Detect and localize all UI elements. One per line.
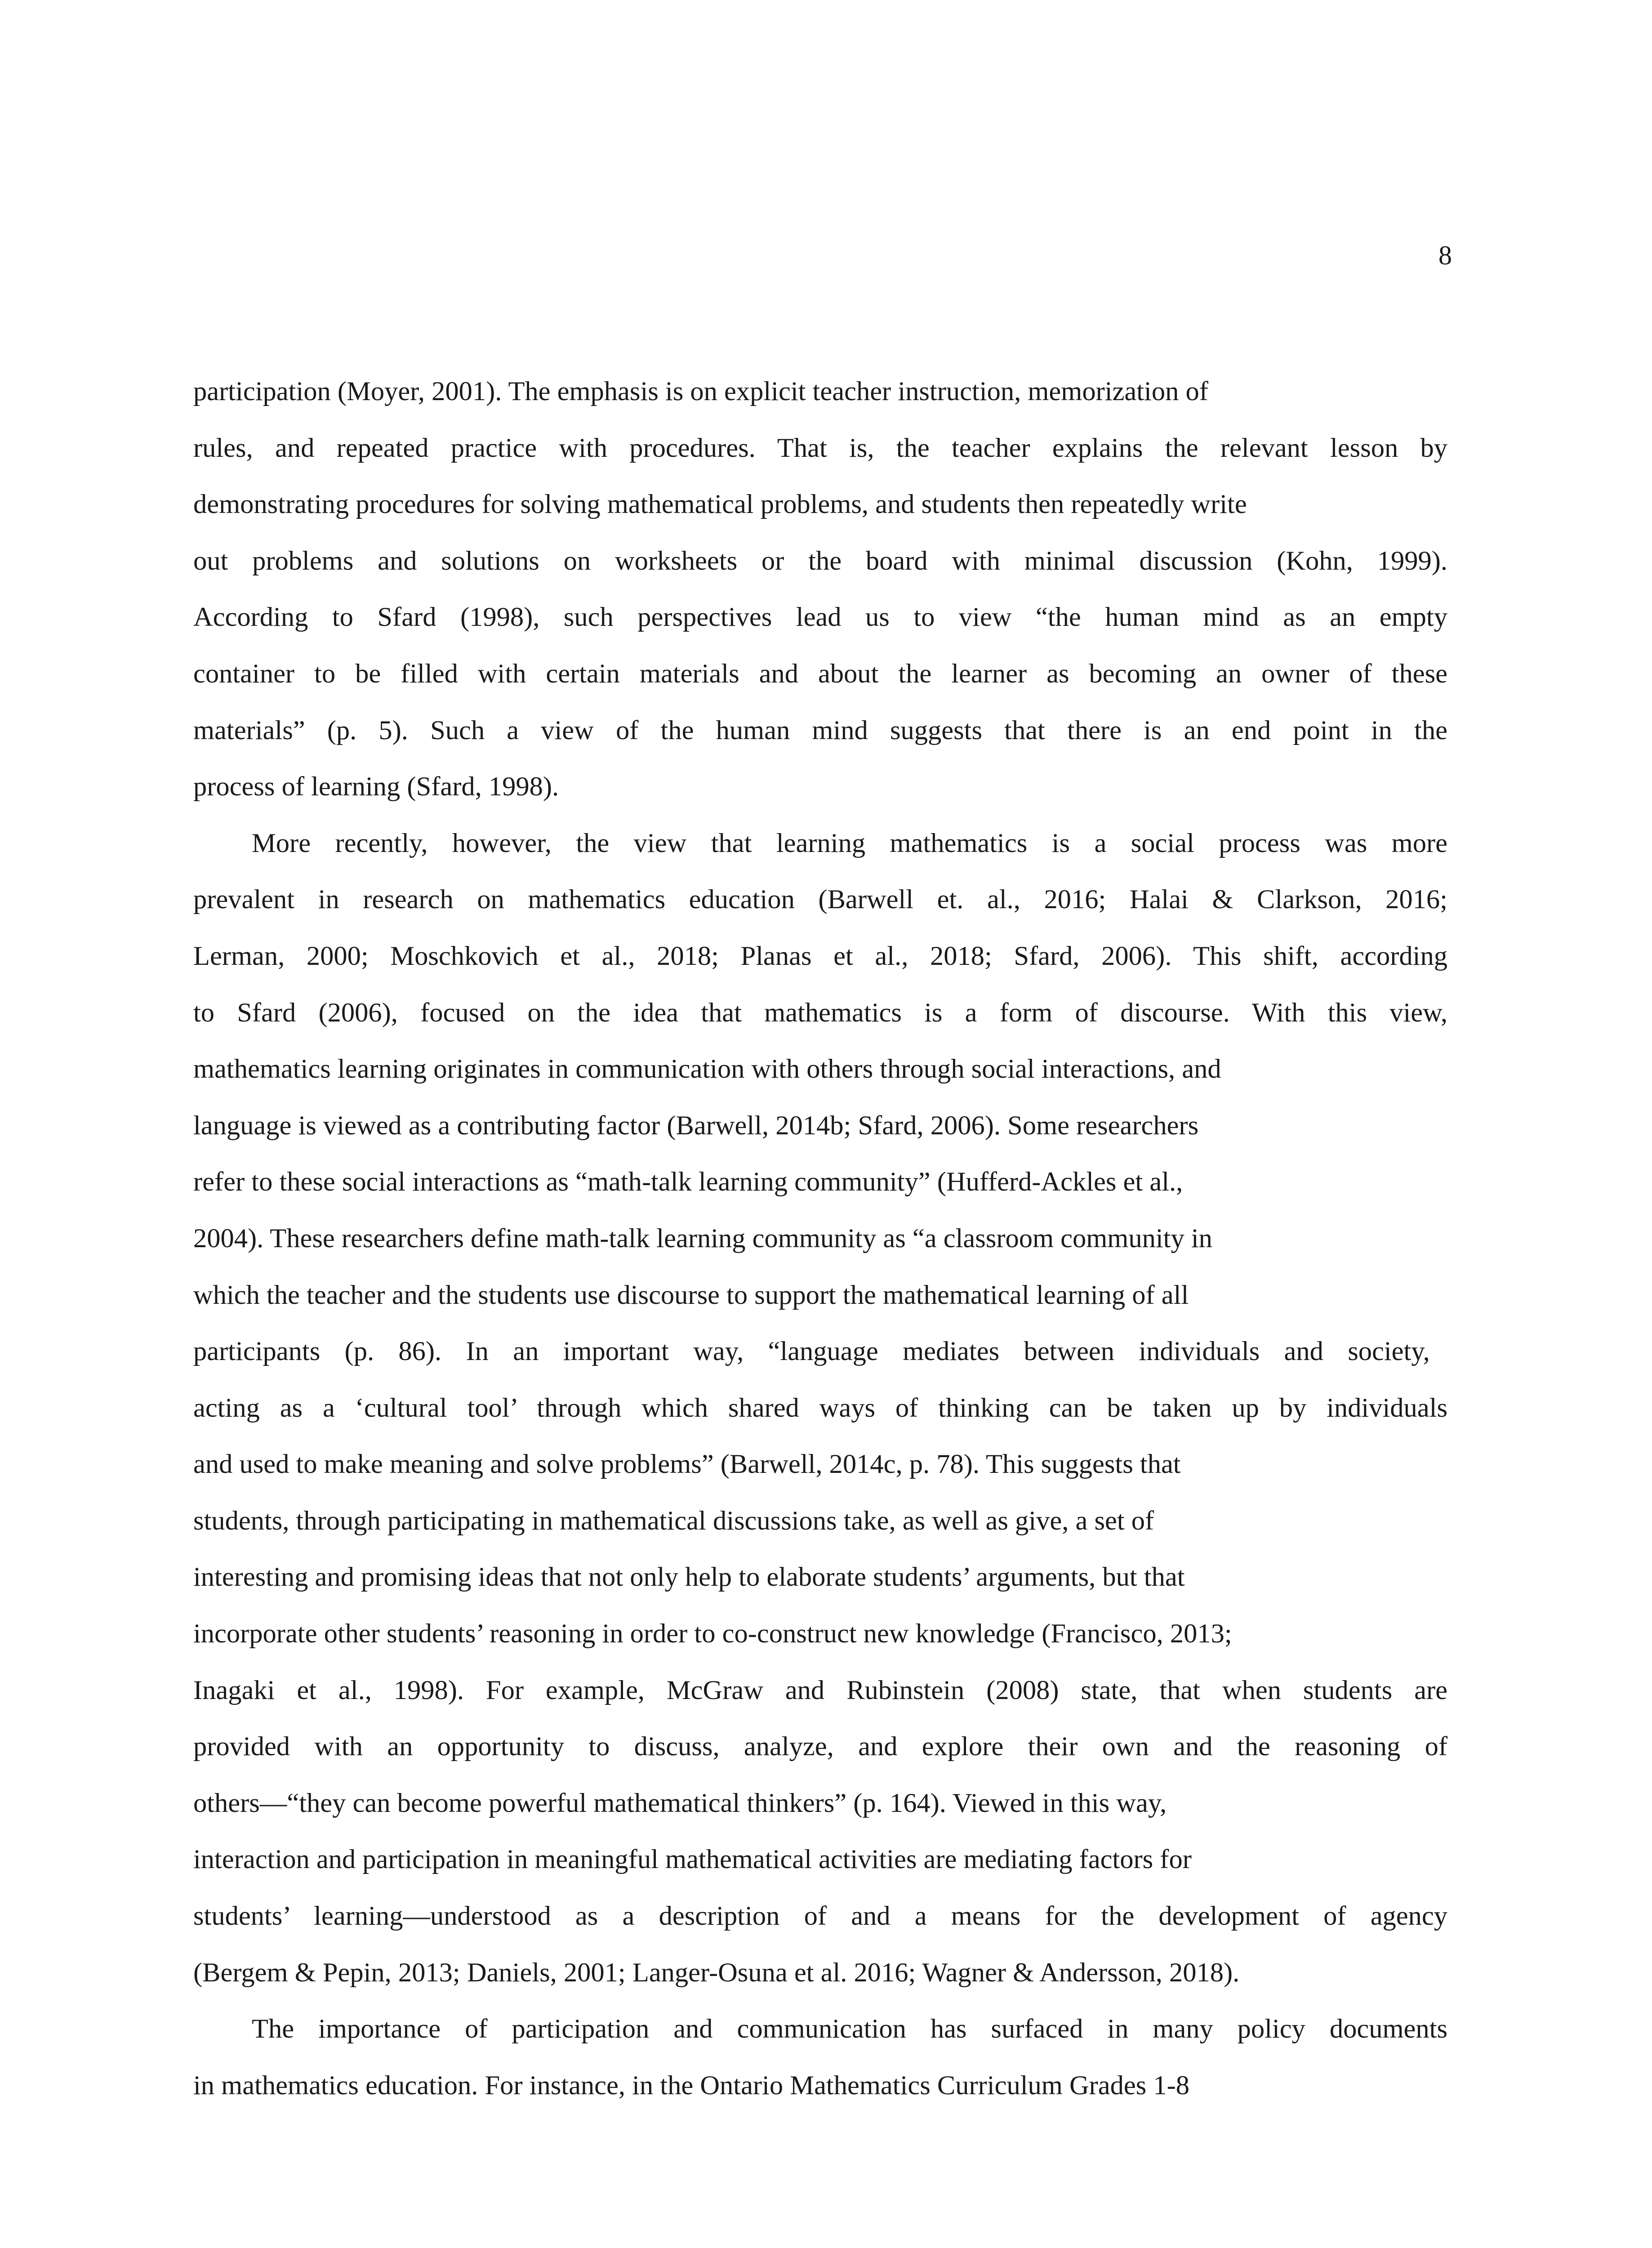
- text-line: materials” (p. 5). Such a view of the human mind suggests that there is an end point in the: [193, 715, 1447, 745]
- text-line: language is viewed as a contributing factor (Barwell, 2014b; Sfard, 2006). Some researchers: [193, 1110, 1199, 1141]
- text-line: in mathematics education. For instance, in the Ontario Mathematics Curriculum Grades 1-8: [193, 2070, 1190, 2101]
- text-line: others—“they can become powerful mathematical thinkers” (p. 164). Viewed in this way,: [193, 1788, 1167, 1818]
- text-line: prevalent in research on mathematics education (Barwell et. al., 2016; Halai & Clarkson, 2016;: [193, 884, 1447, 915]
- text-line: students’ learning—understood as a description of and a means for the development of agency: [193, 1901, 1447, 1931]
- text-line: provided with an opportunity to discuss, analyze, and explore their own and the reasoning of: [193, 1731, 1447, 1762]
- text-line: More recently, however, the view that learning mathematics is a social process was more: [252, 828, 1447, 858]
- text-line: incorporate other students’ reasoning in order to co-construct new knowledge (Francisco, 2013;: [193, 1619, 1232, 1649]
- body-text: [193, 363, 1447, 2114]
- text-line: out problems and solutions on worksheets or the board with minimal discussion (Kohn, 1999).: [193, 545, 1447, 576]
- text-line: which the teacher and the students use discourse to support the mathematical learning of all: [193, 1280, 1189, 1310]
- text-line: (Bergem & Pepin, 2013; Daniels, 2001; Langer-Osuna et al. 2016; Wagner & Andersson, 2018).: [193, 1957, 1240, 1988]
- text-line: Lerman, 2000; Moschkovich et al., 2018; Planas et al., 2018; Sfard, 2006). This shift, according: [193, 941, 1447, 971]
- text-line: participation (Moyer, 2001). The emphasis is on explicit teacher instruction, memorization of: [193, 376, 1208, 406]
- text-line: students, through participating in mathematical discussions take, as well as give, a set of: [193, 1505, 1154, 1536]
- text-line: interaction and participation in meaningful mathematical activities are mediating factors for: [193, 1844, 1192, 1875]
- page-number: 8: [1438, 241, 1452, 270]
- text-line: interesting and promising ideas that not only help to elaborate students’ arguments, but that: [193, 1562, 1185, 1592]
- text-line: mathematics learning originates in communication with others through social interactions, and: [193, 1054, 1221, 1084]
- text-line: container to be filled with certain materials and about the learner as becoming an owner of these: [193, 658, 1447, 689]
- text-line: and used to make meaning and solve problems” (Barwell, 2014c, p. 78). This suggests that: [193, 1449, 1181, 1480]
- text-line: participants (p. 86). In an important way, “language mediates between individuals and society,: [193, 1336, 1430, 1367]
- text-line: 2004). These researchers define math-talk learning community as “a classroom community in: [193, 1223, 1212, 1253]
- text-line: refer to these social interactions as “math-talk learning community” (Hufferd-Ackles et al.,: [193, 1167, 1183, 1197]
- text-line: demonstrating procedures for solving mathematical problems, and students then repeatedly write: [193, 489, 1247, 520]
- text-line: The importance of participation and communication has surfaced in many policy documents: [252, 2014, 1447, 2044]
- text-line: process of learning (Sfard, 1998).: [193, 772, 559, 802]
- text-line: rules, and repeated practice with procedures. That is, the teacher explains the relevant lesson by: [193, 433, 1447, 463]
- text-line: to Sfard (2006), focused on the idea that mathematics is a form of discourse. With this view,: [193, 997, 1447, 1028]
- text-line: acting as a ‘cultural tool’ through which shared ways of thinking can be taken up by individuals: [193, 1392, 1447, 1423]
- text-line: Inagaki et al., 1998). For example, McGraw and Rubinstein (2008) state, that when students are: [193, 1675, 1447, 1705]
- text-line: According to Sfard (1998), such perspectives lead us to view “the human mind as an empty: [193, 602, 1447, 633]
